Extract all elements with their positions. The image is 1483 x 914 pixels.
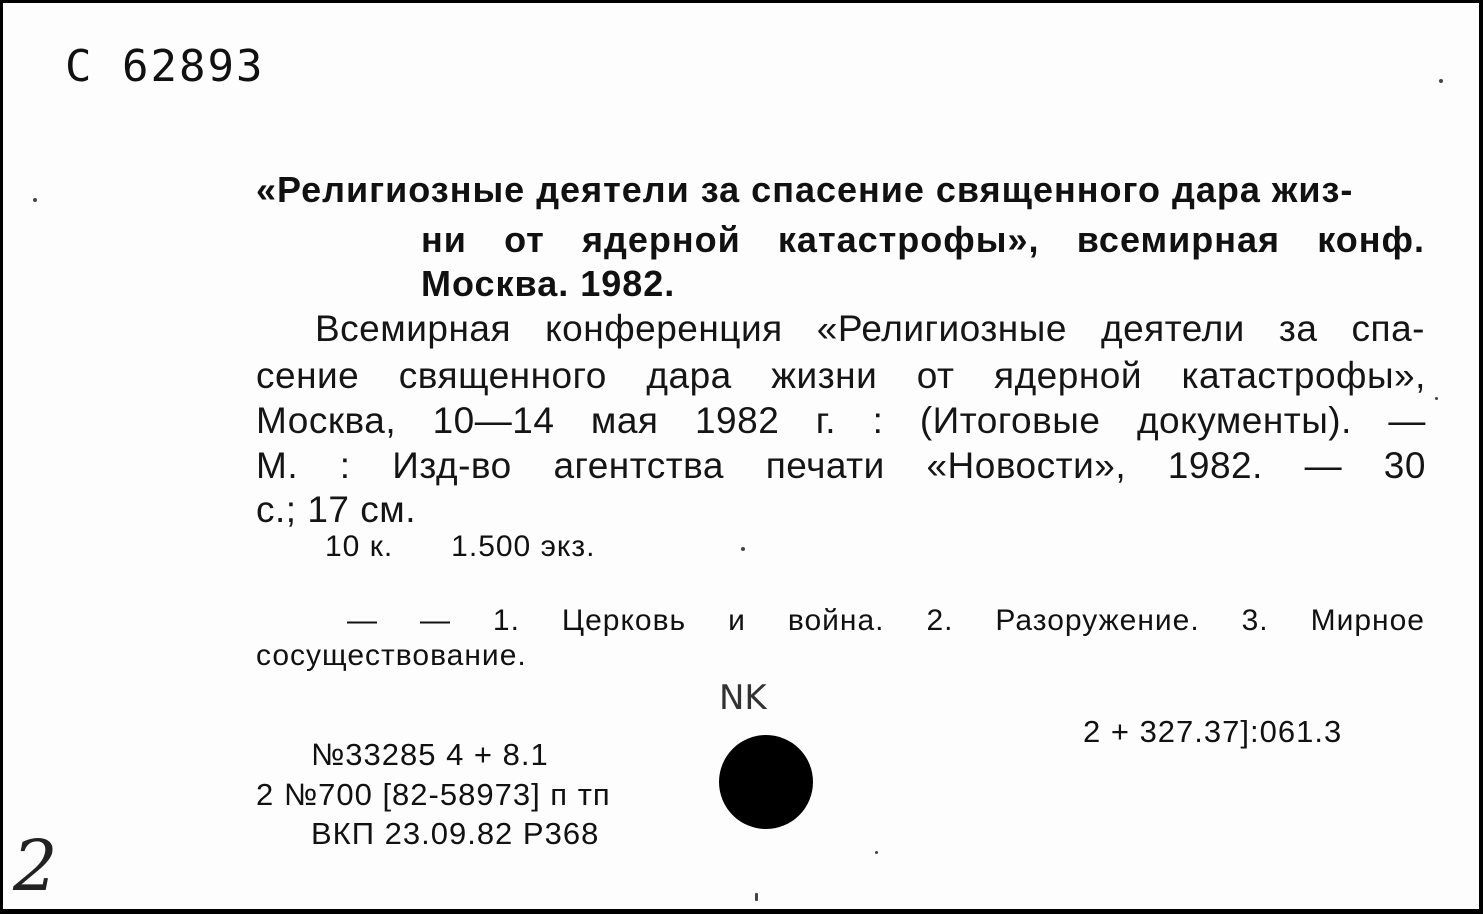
word: документы). [1136,400,1352,441]
word: ни [421,219,467,260]
word: сение [256,355,360,396]
word: Мирное [1310,604,1425,637]
word: 2. [926,604,954,637]
word: от [916,355,955,396]
word: Разоружение. [995,604,1200,637]
word: 1982. [1167,445,1263,486]
dust-speck [875,851,878,854]
dust-speck [741,547,745,551]
word: катастрофы», [777,219,1040,260]
call-number: С 62893 [65,41,265,92]
description-line-1 [315,308,1425,350]
dust-speck [755,893,758,901]
word: ядерной [994,355,1143,396]
classification-code: 2 + 327.37]:061.3 [1083,714,1343,749]
catalog-card [3,3,1479,909]
handwritten-mark: NK [719,678,767,718]
word: Москва, [256,400,397,441]
word: 3. [1241,604,1269,637]
word: и [728,604,746,637]
dust-speck [1439,79,1443,83]
word: агентства [553,445,725,486]
word: деятели [1101,308,1245,349]
word: 1. [492,604,520,637]
word: печати [765,445,885,486]
word: «Религиозные [816,308,1067,349]
punch-hole [719,735,813,829]
inventory-line-3: ВКП 23.09.82 Р368 [311,816,600,851]
word: за [1278,308,1318,349]
word: дара [646,355,732,396]
word: от [504,219,545,260]
dust-speck [33,198,37,202]
word: ядерной [581,219,741,260]
heading-line-2 [421,219,1425,261]
word: «Новости», [926,445,1127,486]
price-copies: 1.500 экз. [451,530,596,563]
word: 1982 [694,400,780,441]
word: Церковь [561,604,687,637]
word: конф. [1317,219,1425,260]
word: М. [256,445,299,486]
word: Всемирная [315,308,511,349]
word: спа- [1351,308,1425,349]
word: священного [398,355,607,396]
price-line [325,530,595,564]
handwritten-corner-digit: 2 [13,825,58,907]
word: — [419,604,451,637]
description-line-2 [256,355,1426,397]
word: жизни [771,355,878,396]
description-line-5: с.; 17 см. [256,489,416,530]
description-line-3 [256,400,1426,442]
word: — [347,604,378,637]
word: война. [787,604,885,637]
word: : [339,445,351,486]
subjects-line-2: сосуществование. [256,639,527,672]
subjects-line-1 [347,604,1425,638]
word: — [1304,445,1343,486]
word: конференция [545,308,783,349]
word: (Итоговые [919,400,1101,441]
heading-line-3: Москва. 1982. [421,263,676,304]
description-line-4 [256,445,1426,487]
word: катастрофы», [1181,355,1426,396]
price-cost: 10 к. [325,530,394,563]
word: мая [590,400,659,441]
word: 10—14 [432,400,555,441]
dust-speck [1435,397,1438,400]
inventory-line-1: №33285 4 + 8.1 [311,737,549,772]
word: : [872,400,884,441]
word: всемирная [1076,219,1281,260]
word: Изд-во [392,445,512,486]
word: 30 [1383,445,1426,486]
word: — [1388,400,1426,441]
word: г. [815,400,837,441]
heading-line-1: «Религиозные деятели за спасение священного дара жиз- [256,169,1354,210]
inventory-line-2: 2 №700 [82-58973] п тп [256,777,611,812]
